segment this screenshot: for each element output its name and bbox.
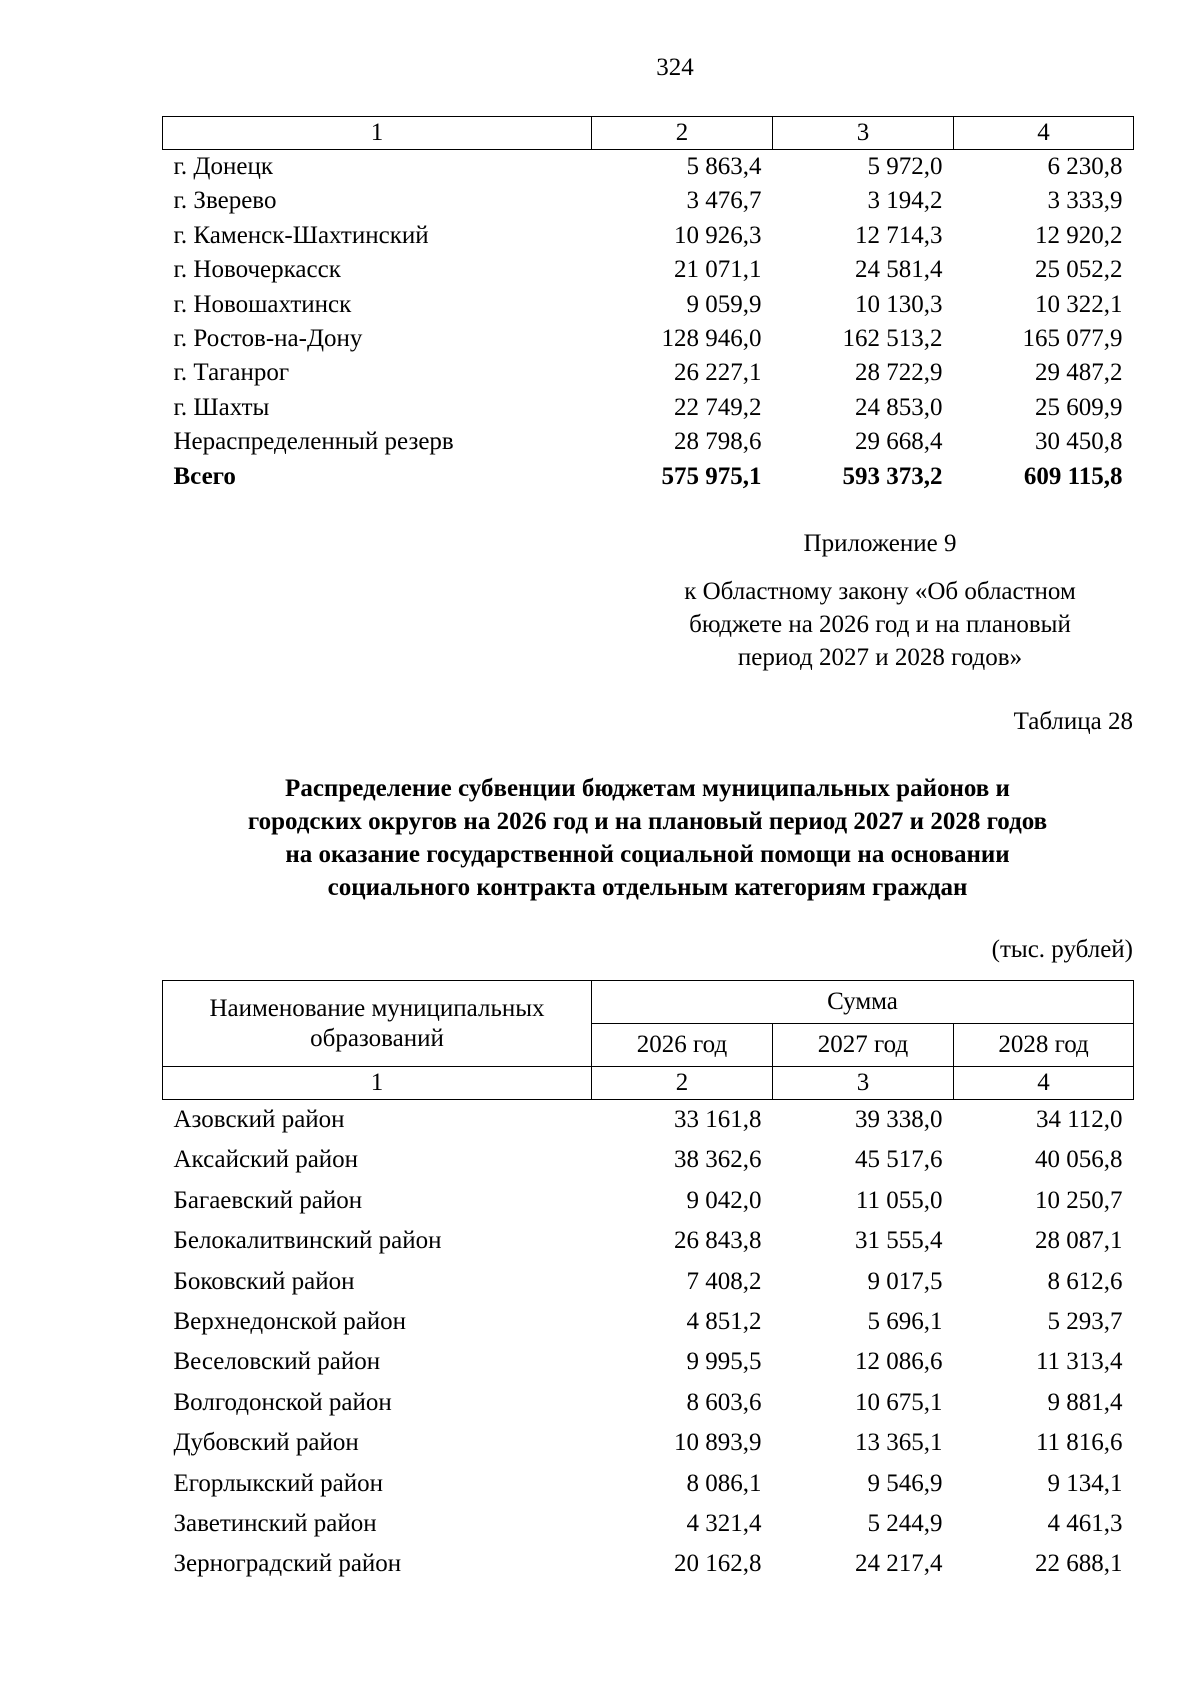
- amount-cell-2026: 10 893,9: [674, 1429, 762, 1457]
- amount-cell-2028: 11 313,4: [1035, 1348, 1123, 1376]
- table-row: [163, 1342, 1134, 1382]
- amount-cell-2027: 24 581,4: [855, 256, 943, 284]
- amount-cell-2028: 10 322,1: [1035, 290, 1123, 318]
- page-number: 324: [656, 54, 694, 81]
- header-name-line: Наименование муниципальных: [209, 994, 545, 1022]
- table-row: [163, 219, 1134, 253]
- amount-cell-2026: 33 161,8: [674, 1106, 762, 1133]
- municipality-name-cell: Веселовский район: [173, 1348, 381, 1376]
- amount-cell-2027: 11 055,0: [855, 1186, 943, 1214]
- table-row: [163, 184, 1134, 218]
- municipality-name-cell: Всего: [173, 462, 236, 490]
- amount-cell-2027: 5 972,0: [867, 153, 943, 180]
- table-row: [163, 1262, 1134, 1302]
- table-row: [163, 1140, 1134, 1180]
- table-continuation: [162, 116, 1134, 494]
- amount-cell-2028: 40 056,8: [1035, 1146, 1123, 1174]
- amount-cell-2027: 24 217,4: [855, 1550, 943, 1578]
- table-row: [163, 1302, 1134, 1342]
- amount-cell-2027: 12 086,6: [855, 1348, 943, 1376]
- amount-cell-2028: 609 115,8: [1023, 462, 1123, 490]
- amount-cell-2028: 25 609,9: [1035, 393, 1123, 421]
- amount-cell-2027: 9 017,5: [867, 1267, 943, 1295]
- amount-cell-2028: 8 612,6: [1047, 1267, 1123, 1295]
- column-number: 2: [592, 1067, 773, 1100]
- amount-cell-2027: 45 517,6: [855, 1146, 943, 1174]
- amount-cell-2026: 4 321,4: [686, 1510, 762, 1538]
- amount-cell-2027: 13 365,1: [855, 1429, 943, 1457]
- column-number-row: [163, 1067, 1134, 1100]
- amount-cell-2027: 10 130,3: [855, 290, 943, 318]
- amount-cell-2026: 21 071,1: [674, 256, 762, 284]
- amount-cell-2028: 5 293,7: [1047, 1308, 1123, 1336]
- municipality-name-cell: г. Новошахтинск: [173, 290, 352, 318]
- amount-cell-2026: 575 975,1: [661, 462, 762, 490]
- amount-cell-2026: 128 946,0: [661, 325, 762, 353]
- table-row: [163, 1544, 1134, 1584]
- table-row: [163, 1221, 1134, 1261]
- municipality-name-cell: г. Шахты: [173, 393, 270, 421]
- municipality-name-cell: Боковский район: [173, 1267, 355, 1295]
- municipality-name-cell: г. Донецк: [173, 153, 273, 180]
- amount-cell-2026: 8 086,1: [686, 1469, 762, 1497]
- amount-cell-2028: 165 077,9: [1022, 325, 1123, 353]
- appendix-law-line: период 2027 и 2028 годов»: [737, 644, 1023, 671]
- municipality-name-cell: Зерноградский район: [173, 1550, 402, 1578]
- amount-cell-2026: 26 843,8: [674, 1227, 762, 1255]
- table-row: [163, 1383, 1134, 1423]
- municipality-name-cell: Багаевский район: [173, 1186, 363, 1214]
- table-row: [163, 1181, 1134, 1221]
- column-number: 4: [954, 1067, 1134, 1100]
- column-number: 4: [954, 117, 1134, 150]
- amount-cell-2026: 26 227,1: [674, 359, 762, 387]
- table-total-row: [163, 460, 1134, 494]
- header-name-line: образований: [310, 1024, 444, 1052]
- amount-cell-2027: 9 546,9: [867, 1469, 943, 1497]
- column-number: 1: [163, 1067, 592, 1100]
- amount-cell-2028: 25 052,2: [1035, 256, 1123, 284]
- amount-cell-2028: 6 230,8: [1047, 153, 1123, 180]
- amount-cell-2027: 5 244,9: [867, 1510, 943, 1538]
- table-row: [163, 1504, 1134, 1544]
- municipality-name-cell: г. Ростов-на-Дону: [173, 325, 363, 353]
- amount-cell-2027: 29 668,4: [855, 428, 943, 456]
- amount-cell-2028: 34 112,0: [1035, 1106, 1123, 1133]
- municipality-name-cell: г. Зверево: [173, 187, 277, 215]
- amount-cell-2028: 28 087,1: [1035, 1227, 1123, 1255]
- municipality-name-cell: г. Каменск-Шахтинский: [173, 221, 429, 249]
- table-row: [163, 1423, 1134, 1463]
- amount-cell-2026: 20 162,8: [674, 1550, 762, 1578]
- amount-cell-2026: 9 059,9: [686, 290, 762, 318]
- amount-cell-2026: 9 995,5: [686, 1348, 762, 1376]
- municipality-name-cell: Волгодонской район: [173, 1388, 392, 1416]
- appendix-law-line: к Областному закону «Об областном: [684, 578, 1076, 605]
- column-number: 3: [773, 1067, 954, 1100]
- document-title-line: Распределение субвенции бюджетам муниципальных районов и: [285, 775, 1010, 802]
- amount-cell-2026: 9 042,0: [686, 1186, 762, 1214]
- table-number: Таблица 28: [1013, 708, 1133, 735]
- amount-cell-2026: 5 863,4: [686, 153, 762, 180]
- amount-cell-2026: 38 362,6: [674, 1146, 762, 1174]
- units-label: (тыс. рублей): [991, 936, 1133, 963]
- municipality-name-cell: Аксайский район: [173, 1146, 359, 1174]
- amount-cell-2027: 12 714,3: [855, 221, 943, 249]
- amount-cell-2026: 22 749,2: [674, 393, 762, 421]
- amount-cell-2028: 3 333,9: [1047, 187, 1123, 215]
- table-row: [163, 322, 1134, 356]
- table-row: [163, 1100, 1134, 1141]
- municipality-name-cell: г. Новочеркасск: [173, 256, 341, 284]
- amount-cell-2027: 162 513,2: [842, 325, 943, 353]
- municipality-name-cell: Дубовский район: [173, 1429, 359, 1457]
- amount-cell-2027: 5 696,1: [867, 1308, 943, 1336]
- appendix-law-reference: [640, 575, 1120, 674]
- amount-cell-2026: 8 603,6: [686, 1388, 762, 1416]
- header-year-2026: 2026 год: [592, 1024, 773, 1067]
- amount-cell-2028: 29 487,2: [1035, 359, 1123, 387]
- table-row: [163, 1464, 1134, 1504]
- amount-cell-2028: 11 816,6: [1035, 1429, 1123, 1457]
- municipality-name-cell: Заветинский район: [173, 1510, 377, 1538]
- amount-cell-2026: 10 926,3: [674, 221, 762, 249]
- amount-cell-2026: 7 408,2: [686, 1267, 762, 1295]
- municipality-name-cell: г. Таганрог: [173, 359, 290, 387]
- amount-cell-2028: 10 250,7: [1035, 1186, 1123, 1214]
- amount-cell-2028: 22 688,1: [1035, 1550, 1123, 1578]
- amount-cell-2026: 3 476,7: [686, 187, 762, 215]
- header-year-2028: 2028 год: [954, 1024, 1134, 1067]
- municipality-name-cell: Егорлыкский район: [173, 1469, 383, 1497]
- document-title: [162, 772, 1133, 904]
- header-year-2027: 2027 год: [773, 1024, 954, 1067]
- table-row: [163, 425, 1134, 459]
- document-title-line: на оказание государственной социальной помощи на основании: [285, 841, 1010, 868]
- amount-cell-2027: 593 373,2: [842, 462, 943, 490]
- amount-cell-2027: 10 675,1: [855, 1388, 943, 1416]
- column-number: 1: [163, 117, 592, 150]
- amount-cell-2028: 12 920,2: [1035, 221, 1123, 249]
- column-number-row: [163, 117, 1134, 150]
- header-municipality-name: [163, 981, 592, 1067]
- amount-cell-2028: 4 461,3: [1047, 1510, 1123, 1538]
- table-row: [163, 288, 1134, 322]
- table-row: [163, 356, 1134, 390]
- amount-cell-2027: 28 722,9: [855, 359, 943, 387]
- municipality-name-cell: Нераспределенный резерв: [173, 428, 454, 456]
- amount-cell-2028: 9 134,1: [1047, 1469, 1123, 1497]
- column-number: 2: [592, 117, 773, 150]
- table-row: [163, 391, 1134, 425]
- municipality-name-cell: Белокалитвинский район: [173, 1227, 442, 1255]
- appendix-title: Приложение 9: [803, 530, 957, 557]
- amount-cell-2026: 4 851,2: [686, 1308, 762, 1336]
- municipality-name-cell: Азовский район: [173, 1106, 345, 1133]
- amount-cell-2027: 31 555,4: [855, 1227, 943, 1255]
- amount-cell-2027: 24 853,0: [855, 393, 943, 421]
- municipality-name-cell: Верхнедонской район: [173, 1308, 406, 1336]
- amount-cell-2028: 9 881,4: [1047, 1388, 1123, 1416]
- amount-cell-2026: 28 798,6: [674, 428, 762, 456]
- amount-cell-2027: 3 194,2: [867, 187, 943, 215]
- header-sum: Сумма: [592, 981, 1134, 1024]
- document-title-line: городских округов на 2026 год и на плановый период 2027 и 2028 годов: [247, 808, 1048, 835]
- amount-cell-2028: 30 450,8: [1035, 428, 1123, 456]
- amount-cell-2027: 39 338,0: [855, 1106, 943, 1133]
- table-row: [163, 150, 1134, 185]
- column-number: 3: [773, 117, 954, 150]
- document-title-line: социального контракта отдельным категориям граждан: [327, 874, 968, 901]
- subvention-table: [162, 980, 1134, 1585]
- appendix-law-line: бюджете на 2026 год и на плановый: [689, 611, 1071, 638]
- table-row: [163, 253, 1134, 287]
